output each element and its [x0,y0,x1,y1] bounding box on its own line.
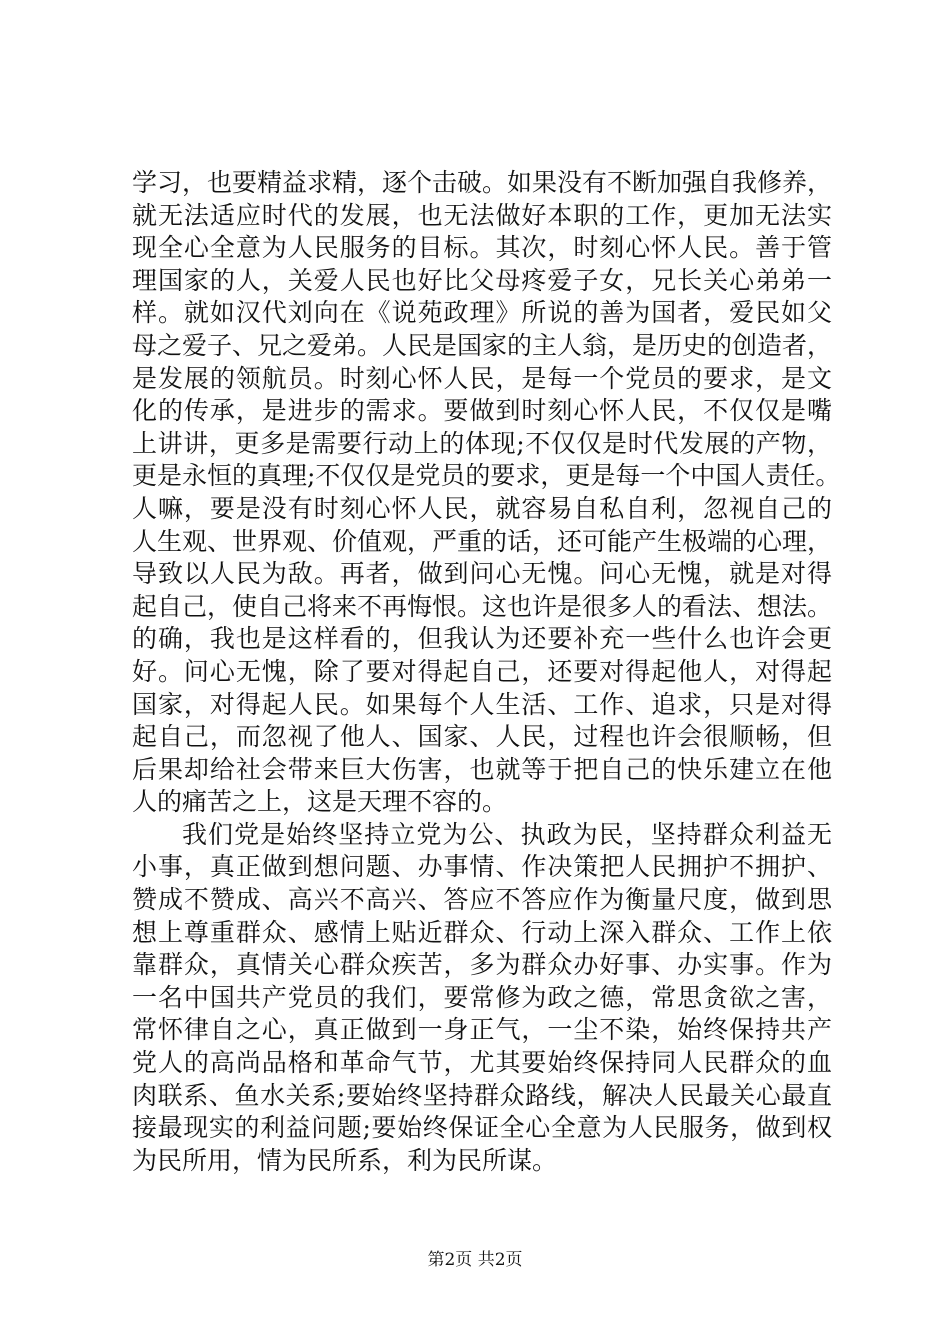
text-line: 靠群众，真情关心群众疾苦，多为群众办好事、办实事。作为 [132,950,832,980]
text-line: 想上尊重群众、感情上贴近群众、行动上深入群众、工作上依 [132,917,832,947]
text-line: 一名中国共产党员的我们，要常修为政之德，常思贪欲之害， [132,982,832,1012]
text-line: 样。就如汉代刘向在《说苑政理》所说的善为国者，爱民如父 [132,298,832,328]
text-line: 化的传承，是进步的需求。要做到时刻心怀人民，不仅仅是嘴 [132,396,832,426]
text-line: 我们党是始终坚持立党为公、执政为民，坚持群众利益无 [182,819,832,849]
text-line: 上讲讲，更多是需要行动上的体现;不仅仅是时代发展的产物， [132,428,832,458]
text-line: 小事，真正做到想问题、办事情、作决策把人民拥护不拥护、 [132,852,832,882]
text-line: 党人的高尚品格和革命气节，尤其要始终保持同人民群众的血 [132,1048,832,1078]
text-line: 导致以人民为敌。再者，做到问心无愧。问心无愧，就是对得 [132,559,832,589]
text-line: 就无法适应时代的发展，也无法做好本职的工作，更加无法实 [132,200,832,230]
text-line: 好。问心无愧，除了要对得起自己，还要对得起他人，对得起 [132,656,832,686]
text-line: 学习，也要精益求精，逐个击破。如果没有不断加强自我修养， [132,168,833,197]
text-line: 现全心全意为人民服务的目标。其次，时刻心怀人民。善于管 [132,233,832,263]
text-line: 起自己，使自己将来不再悔恨。这也许是很多人的看法、想法。 [132,591,833,621]
text-line: 后果却给社会带来巨大伤害，也就等于把自己的快乐建立在他 [132,754,832,784]
text-line: 赞成不赞成、高兴不高兴、答应不答应作为衡量尺度，做到思 [132,885,832,915]
text-line: 母之爱子、兄之爱弟。人民是国家的主人翁，是历史的创造者， [132,330,833,360]
text-line: 人生观、世界观、价值观，严重的话，还可能产生极端的心理， [132,526,833,556]
text-line: 为民所用，情为民所系，利为民所谋。 [132,1145,558,1175]
paragraph [132,167,841,819]
text-line: 的确，我也是这样看的，但我认为还要补充一些什么也许会更 [132,624,832,654]
text-line: 肉联系、鱼水关系;要始终坚持群众路线，解决人民最关心最直 [132,1080,832,1110]
text-line: 是发展的领航员。时刻心怀人民，是每一个党员的要求，是文 [132,363,832,393]
document-body [132,167,841,1177]
text-line: 接最现实的利益问题;要始终保证全心全意为人民服务，做到权 [132,1113,832,1143]
page-footer: 第2页 共2页 [427,1250,523,1270]
text-line: 理国家的人，关爱人民也好比父母疼爱子女，兄长关心弟弟一 [132,265,832,295]
text-line: 人嘛，要是没有时刻心怀人民，就容易自私自利，忽视自己的 [132,493,832,523]
text-line: 人的痛苦之上，这是天理不容的。 [132,787,508,817]
text-line: 常怀律自之心，真正做到一身正气，一尘不染，始终保持共产 [132,1015,832,1045]
paragraph [132,819,832,1178]
text-line: 起自己，而忽视了他人、国家、人民，过程也许会很顺畅，但 [132,722,832,752]
text-line: 更是永恒的真理;不仅仅是党员的要求，更是每一个中国人责任。 [132,461,841,491]
text-line: 国家，对得起人民。如果每个人生活、工作、追求，只是对得 [132,689,832,719]
